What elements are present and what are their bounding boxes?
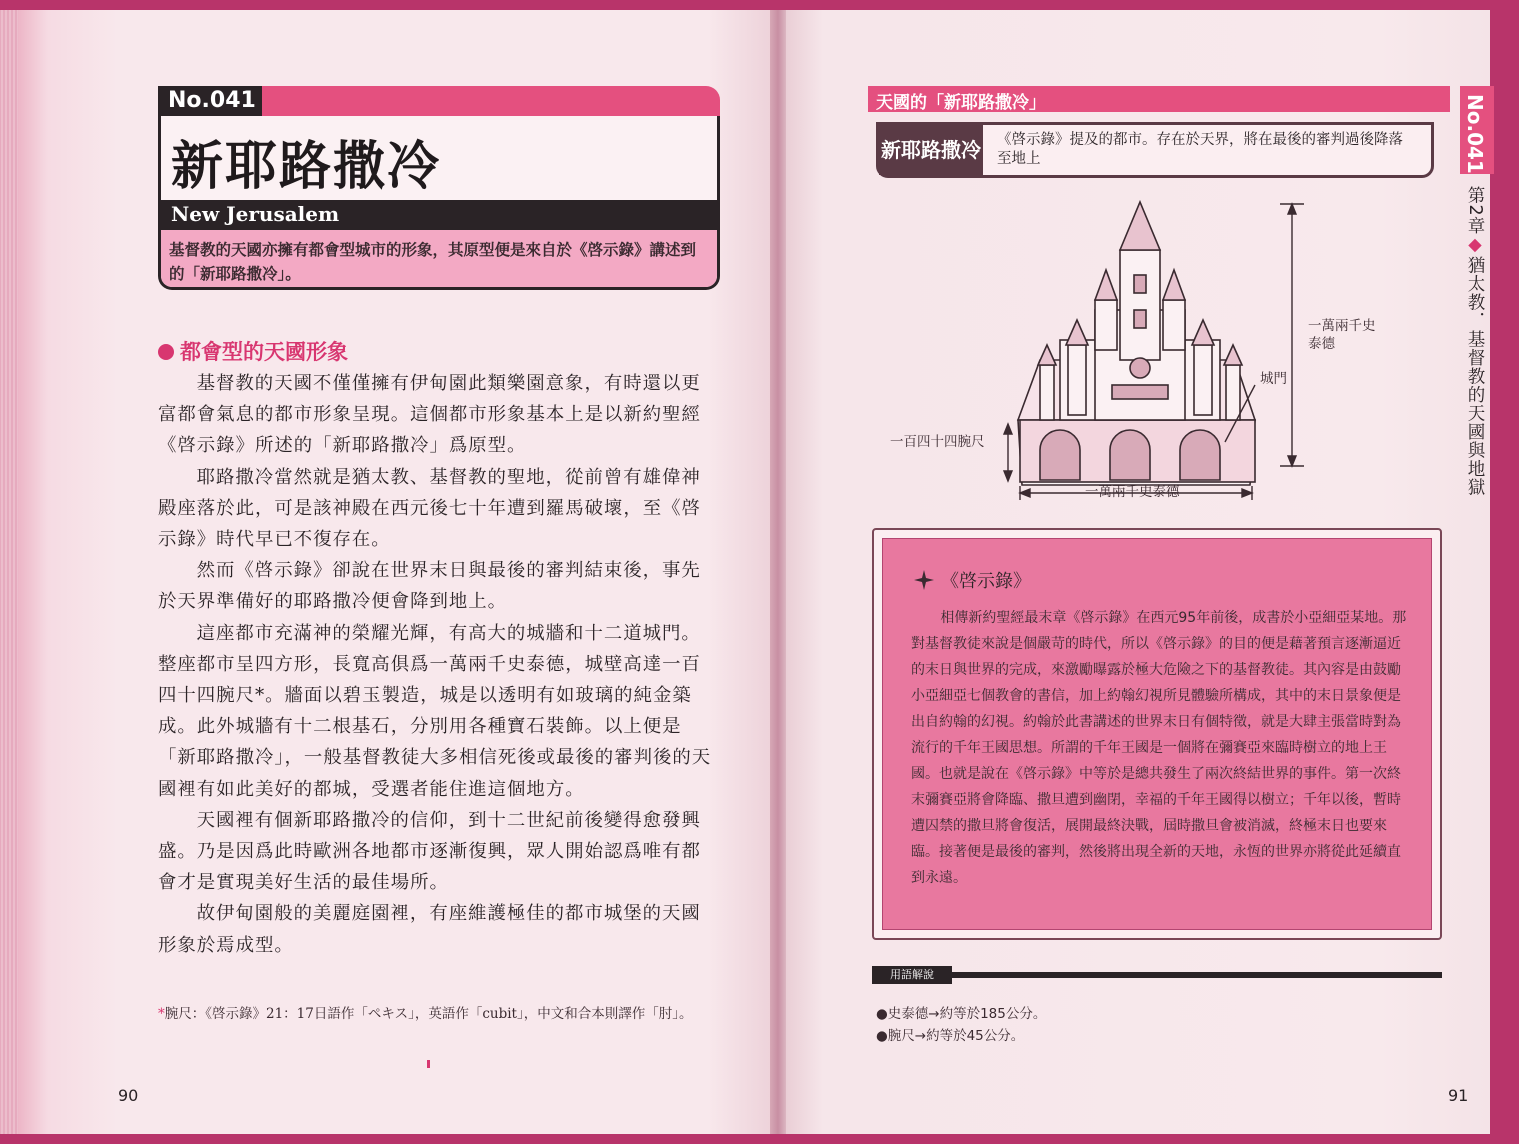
bullet-icon — [158, 344, 174, 360]
summary-text: 基督教的天國亦擁有都會型城市的形象，其原型便是來自於《啓示錄》講述到的「新耶路撒冷」。 — [161, 230, 717, 290]
page-edges — [0, 10, 18, 1134]
paragraph: 耶路撒冷當然就是猶太教、基督教的聖地，從前曾有雄偉神殿座落於此，可是該神殿在西元後七十年遭到羅馬破壞，至《啓示錄》時代早已不復存在。 — [158, 466, 701, 551]
article-header — [158, 86, 720, 298]
fleuron-icon — [913, 569, 935, 591]
notes-label: 用語解說 — [872, 966, 952, 984]
number-tag: No.041 — [158, 86, 262, 116]
body-text — [158, 368, 720, 961]
section-heading-text: 都會型的天國形象 — [180, 340, 348, 364]
section-header: 天國的「新耶路撒冷」 — [876, 93, 1046, 113]
chapter-title: 猶太教．基督教的天國與地獄 — [1465, 256, 1485, 497]
gate-label: 城門 — [1260, 371, 1287, 387]
paragraph: 天國裡有個新耶路撒冷的信仰，到十二世紀前後變得愈發興盛。乃是因爲此時歐洲各地都市逐漸復興，眾人開始認爲唯有都會才是實現美好生活的最佳場所。 — [158, 809, 701, 894]
column-paragraph: 相傳新約聖經最末章《啓示錄》在西元95年前後，成書於小亞細亞某地。那對基督教徒來說是個嚴苛的時代，所以《啓示錄》的目的便是藉著預言逐漸逼近的末日與世界的完成，來激勵曝露於極大危險之下的基督教徒。其內容是由鼓勵小亞細亞七個教會的書信，加上約翰幻視所見體驗所構成，其中的末日景象便是出自約翰的幻視。約翰於此書講述的世界末日有個特徵，就是大肆主張當時對為流行的千年王國思想。所謂的千年王國是一個將在彌賽亞來臨時樹立的地上王國。也就是說在《啓示錄》中等於是總共發生了兩次終結世界的事件。第一次終末彌賽亞將會降臨、撒旦遭到幽閉，幸福的千年王國得以樹立；千年以後，暫時遭囚禁的撒旦將會復活，展開最終決戰，屆時撒旦會被消滅，終極末日也要來臨。接著便是最後的審判，然後將出現全新的天地，永恆的世界亦將從此延續直到永遠。 — [911, 610, 1407, 886]
paragraph: 故伊甸園般的美麗庭園裡，有座維護極佳的都市城堡的天國形象於焉成型。 — [158, 903, 701, 956]
width-label: 一萬兩千史泰德 — [1085, 484, 1180, 500]
height-label-1: 一萬兩千史 — [1308, 318, 1376, 334]
footnote-text: 腕尺：《啓示錄》21：17日語作「ペキス」，英語作「cubit」，中文和合本則譯作「肘」。 — [164, 1006, 693, 1022]
wall-height-label: 一百四十四腕尺 — [890, 434, 985, 450]
header-band — [256, 86, 720, 116]
definition-term: 新耶路撒冷 — [879, 125, 983, 175]
chapter-number: 第2章 — [1465, 186, 1485, 236]
section-heading — [158, 336, 348, 366]
column-box — [872, 528, 1442, 940]
page-title: 新耶路撒冷 — [171, 137, 442, 197]
column-box-inner — [882, 538, 1432, 930]
height-label-2: 泰德 — [1308, 336, 1335, 352]
city-illustration — [880, 190, 1420, 510]
castle-drawing — [1018, 202, 1255, 485]
page-number-right: 91 — [1448, 1086, 1469, 1105]
column-title-text: 《啓示錄》 — [941, 571, 1031, 592]
title-area — [158, 116, 720, 290]
paragraph: 然而《啓示錄》卻說在世界末日與最後的審判結束後，事先於天界準備好的耶路撒冷便會降到地上。 — [158, 560, 701, 613]
footnote — [158, 1004, 720, 1024]
note-item: ●腕尺→約等於45公分。 — [876, 1028, 1025, 1044]
column-title — [913, 567, 1031, 593]
paragraph: 基督教的天國不僅僅擁有伊甸園此類樂園意象，有時還以更富都會氣息的都市形象呈現。這個都市形象基本上是以新約聖經《啓示錄》所述的「新耶路撒冷」爲原型。 — [158, 373, 701, 457]
book-gutter — [770, 10, 786, 1134]
notes-rule — [872, 972, 1442, 978]
diamond-icon: ◆ — [1465, 235, 1485, 257]
column-text — [911, 605, 1411, 891]
footnote-star: * — [158, 1006, 165, 1022]
decorative-mark — [427, 1060, 430, 1068]
paragraph: 這座都市充滿神的榮耀光輝，有高大的城牆和十二道城門。整座都市呈四方形，長寬高俱爲一萬兩千史泰德，城壁高達一百四十四腕尺*。牆面以碧玉製造，城是以透明有如玻璃的純金築成。此外城牆有十二根基石，分別用各種寶石裝飾。以上便是「新耶路撒冷」，一般基督教徒大多相信死後或最後的審判後的天國裡有如此美好的都城，受選者能住進這個地方。 — [158, 622, 712, 800]
page-title-english: New Jerusalem — [171, 202, 340, 226]
side-tab-number: No.041 — [1463, 94, 1487, 174]
definition-box — [876, 122, 1434, 178]
side-chapter-title — [1463, 186, 1488, 497]
note-item: ●史泰德→約等於185公分。 — [876, 1006, 1047, 1022]
page-number-left: 90 — [118, 1086, 139, 1105]
definition-text: 《啓示錄》提及的都市。存在於天界，將在最後的審判過後降落至地上 — [997, 132, 1403, 167]
